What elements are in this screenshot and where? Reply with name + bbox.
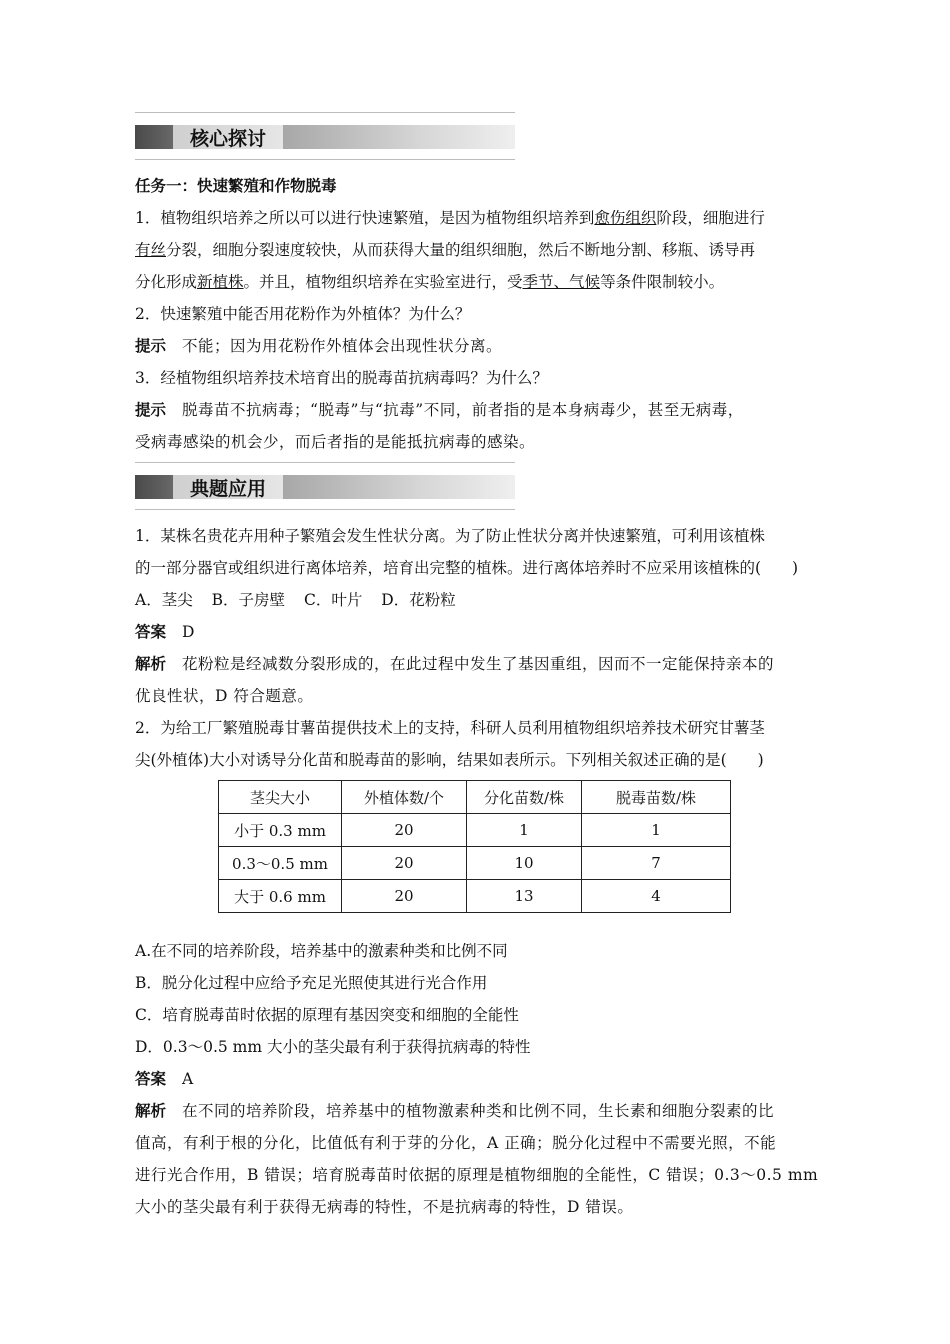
explanation-label: 解析: [135, 1102, 167, 1120]
paragraph-1-line-2: 有丝分裂，细胞分裂速度较快，从而获得大量的组织细胞，然后不断地分割、移瓶、诱导再: [135, 241, 756, 259]
example-1-options: [135, 584, 815, 616]
banner-title: 典题应用: [173, 475, 283, 499]
blank-answer-2: 有丝: [135, 241, 167, 259]
blank-answer-4: 季节、气候: [522, 273, 601, 291]
task-title: 任务一：快速繁殖和作物脱毒: [135, 177, 337, 195]
option-a: A．茎尖: [135, 591, 193, 609]
example-2-explanation-line-4: 大小的茎尖最有利于获得无病毒的特性，不是抗病毒的特性，D 错误。: [135, 1198, 634, 1216]
example-2-explanation-line-1: 解析 在不同的培养阶段，培养基中的植物激素种类和比例不同，生长素和细胞分裂素的比: [135, 1102, 775, 1120]
example-2-explanation-line-2: 值高，有利于根的分化，比值低有利于芽的分化，A 正确；脱分化过程中不需要光照，不能: [135, 1134, 777, 1152]
example-1-line-2: 的一部分器官或组织进行离体培养，培育出完整的植株。进行离体培养时不应采用该植株的( ): [135, 559, 799, 577]
example-2-option-c: C．培育脱毒苗时依据的原理有基因突变和细胞的全能性: [135, 1006, 519, 1024]
table-cell: 1: [582, 814, 731, 847]
example-2-explanation-line-3: 进行光合作用，B 错误；培育脱毒苗时依据的原理是植物细胞的全能性，C 错误；0.3～0.5 mm: [135, 1166, 819, 1184]
table-cell: 7: [582, 847, 731, 880]
example-2-option-a: A.在不同的培养阶段，培养基中的激素种类和比例不同: [135, 942, 508, 960]
table-row: [219, 814, 731, 847]
banner-title: 核心探讨: [173, 125, 283, 149]
example-2-answer: [135, 1063, 815, 1095]
question-2: 2．快速繁殖中能否用花粉作为外植体？为什么？: [135, 305, 471, 323]
hint-3-line-1: 提示 脱毒苗不抗病毒；“脱毒”与“抗毒”不同，前者指的是本身病毒少，甚至无病毒，: [135, 401, 744, 419]
answer-value: A: [182, 1070, 194, 1088]
option-b: B．子房壁: [211, 591, 286, 609]
table-row: [219, 880, 731, 913]
answer-label: 答案: [135, 623, 167, 641]
example-2-option-b: B．脱分化过程中应给予充足光照使其进行光合作用: [135, 974, 488, 992]
example-1-answer: [135, 616, 815, 648]
hint-2: 提示 不能；因为用花粉作外植体会出现性状分离。: [135, 337, 503, 355]
explanation-label: 解析: [135, 655, 167, 673]
table-cell: 20: [342, 880, 467, 913]
section-banner-core: [135, 112, 515, 160]
table-cell: 20: [342, 814, 467, 847]
paragraph-1-line-1: 1．植物组织培养之所以可以进行快速繁殖，是因为植物组织培养到愈伤组织阶段，细胞进行: [135, 209, 765, 227]
table-cell: 20: [342, 847, 467, 880]
table-cell: 13: [467, 880, 582, 913]
hint-label: 提示: [135, 401, 167, 419]
blank-answer-3: 新植株: [197, 273, 244, 291]
option-c: C．叶片: [303, 591, 363, 609]
blank-answer-1: 愈伤组织: [594, 209, 657, 227]
table-cell: 4: [582, 880, 731, 913]
table-header: 分化苗数/株: [467, 781, 582, 814]
option-d: D．花粉粒: [381, 591, 456, 609]
table-cell: 10: [467, 847, 582, 880]
hint-3-line-2: 受病毒感染的机会少，而后者指的是能抵抗病毒的感染。: [135, 433, 536, 451]
example-2-line-1: 2．为给工厂繁殖脱毒甘薯苗提供技术上的支持，科研人员利用植物组织培养技术研究甘薯茎: [135, 719, 765, 737]
document-page: [135, 112, 819, 1223]
table-row: [219, 847, 731, 880]
paragraph-1-line-3: 分化形成新植株。并且，植物组织培养在实验室进行，受季节、气候等条件限制较小。: [135, 273, 725, 291]
table-cell: 1: [467, 814, 582, 847]
question-3: 3．经植物组织培养技术培育出的脱毒苗抗病毒吗？为什么？: [135, 369, 548, 387]
example-2-option-d: D．0.3～0.5 mm 大小的茎尖最有利于获得抗病毒的特性: [135, 1038, 531, 1056]
example-1-explanation-line-2: 优良性状，D 符合题意。: [135, 687, 314, 705]
table-cell: 大于 0.6 mm: [219, 880, 342, 913]
hint-label: 提示: [135, 337, 167, 355]
table-header: 外植体数/个: [342, 781, 467, 814]
example-1-explanation-line-1: 解析 花粉粒是经减数分裂形成的，在此过程中发生了基因重组，因而不一定能保持亲本的: [135, 655, 775, 673]
table-header-row: [219, 781, 731, 814]
answer-label: 答案: [135, 1070, 167, 1088]
example-1-line-1: 1．某株名贵花卉用种子繁殖会发生性状分离。为了防止性状分离并快速繁殖，可利用该植株: [135, 527, 765, 545]
table-header: 茎尖大小: [219, 781, 342, 814]
section-banner-examples: [135, 462, 515, 510]
results-table: [218, 780, 731, 913]
table-cell: 0.3～0.5 mm: [219, 847, 342, 880]
table-header: 脱毒苗数/株: [582, 781, 731, 814]
example-2-line-2: 尖(外植体)大小对诱导分化苗和脱毒苗的影响，结果如表所示。下列相关叙述正确的是( ): [135, 751, 764, 769]
answer-value: D: [182, 623, 195, 641]
table-cell: 小于 0.3 mm: [219, 814, 342, 847]
